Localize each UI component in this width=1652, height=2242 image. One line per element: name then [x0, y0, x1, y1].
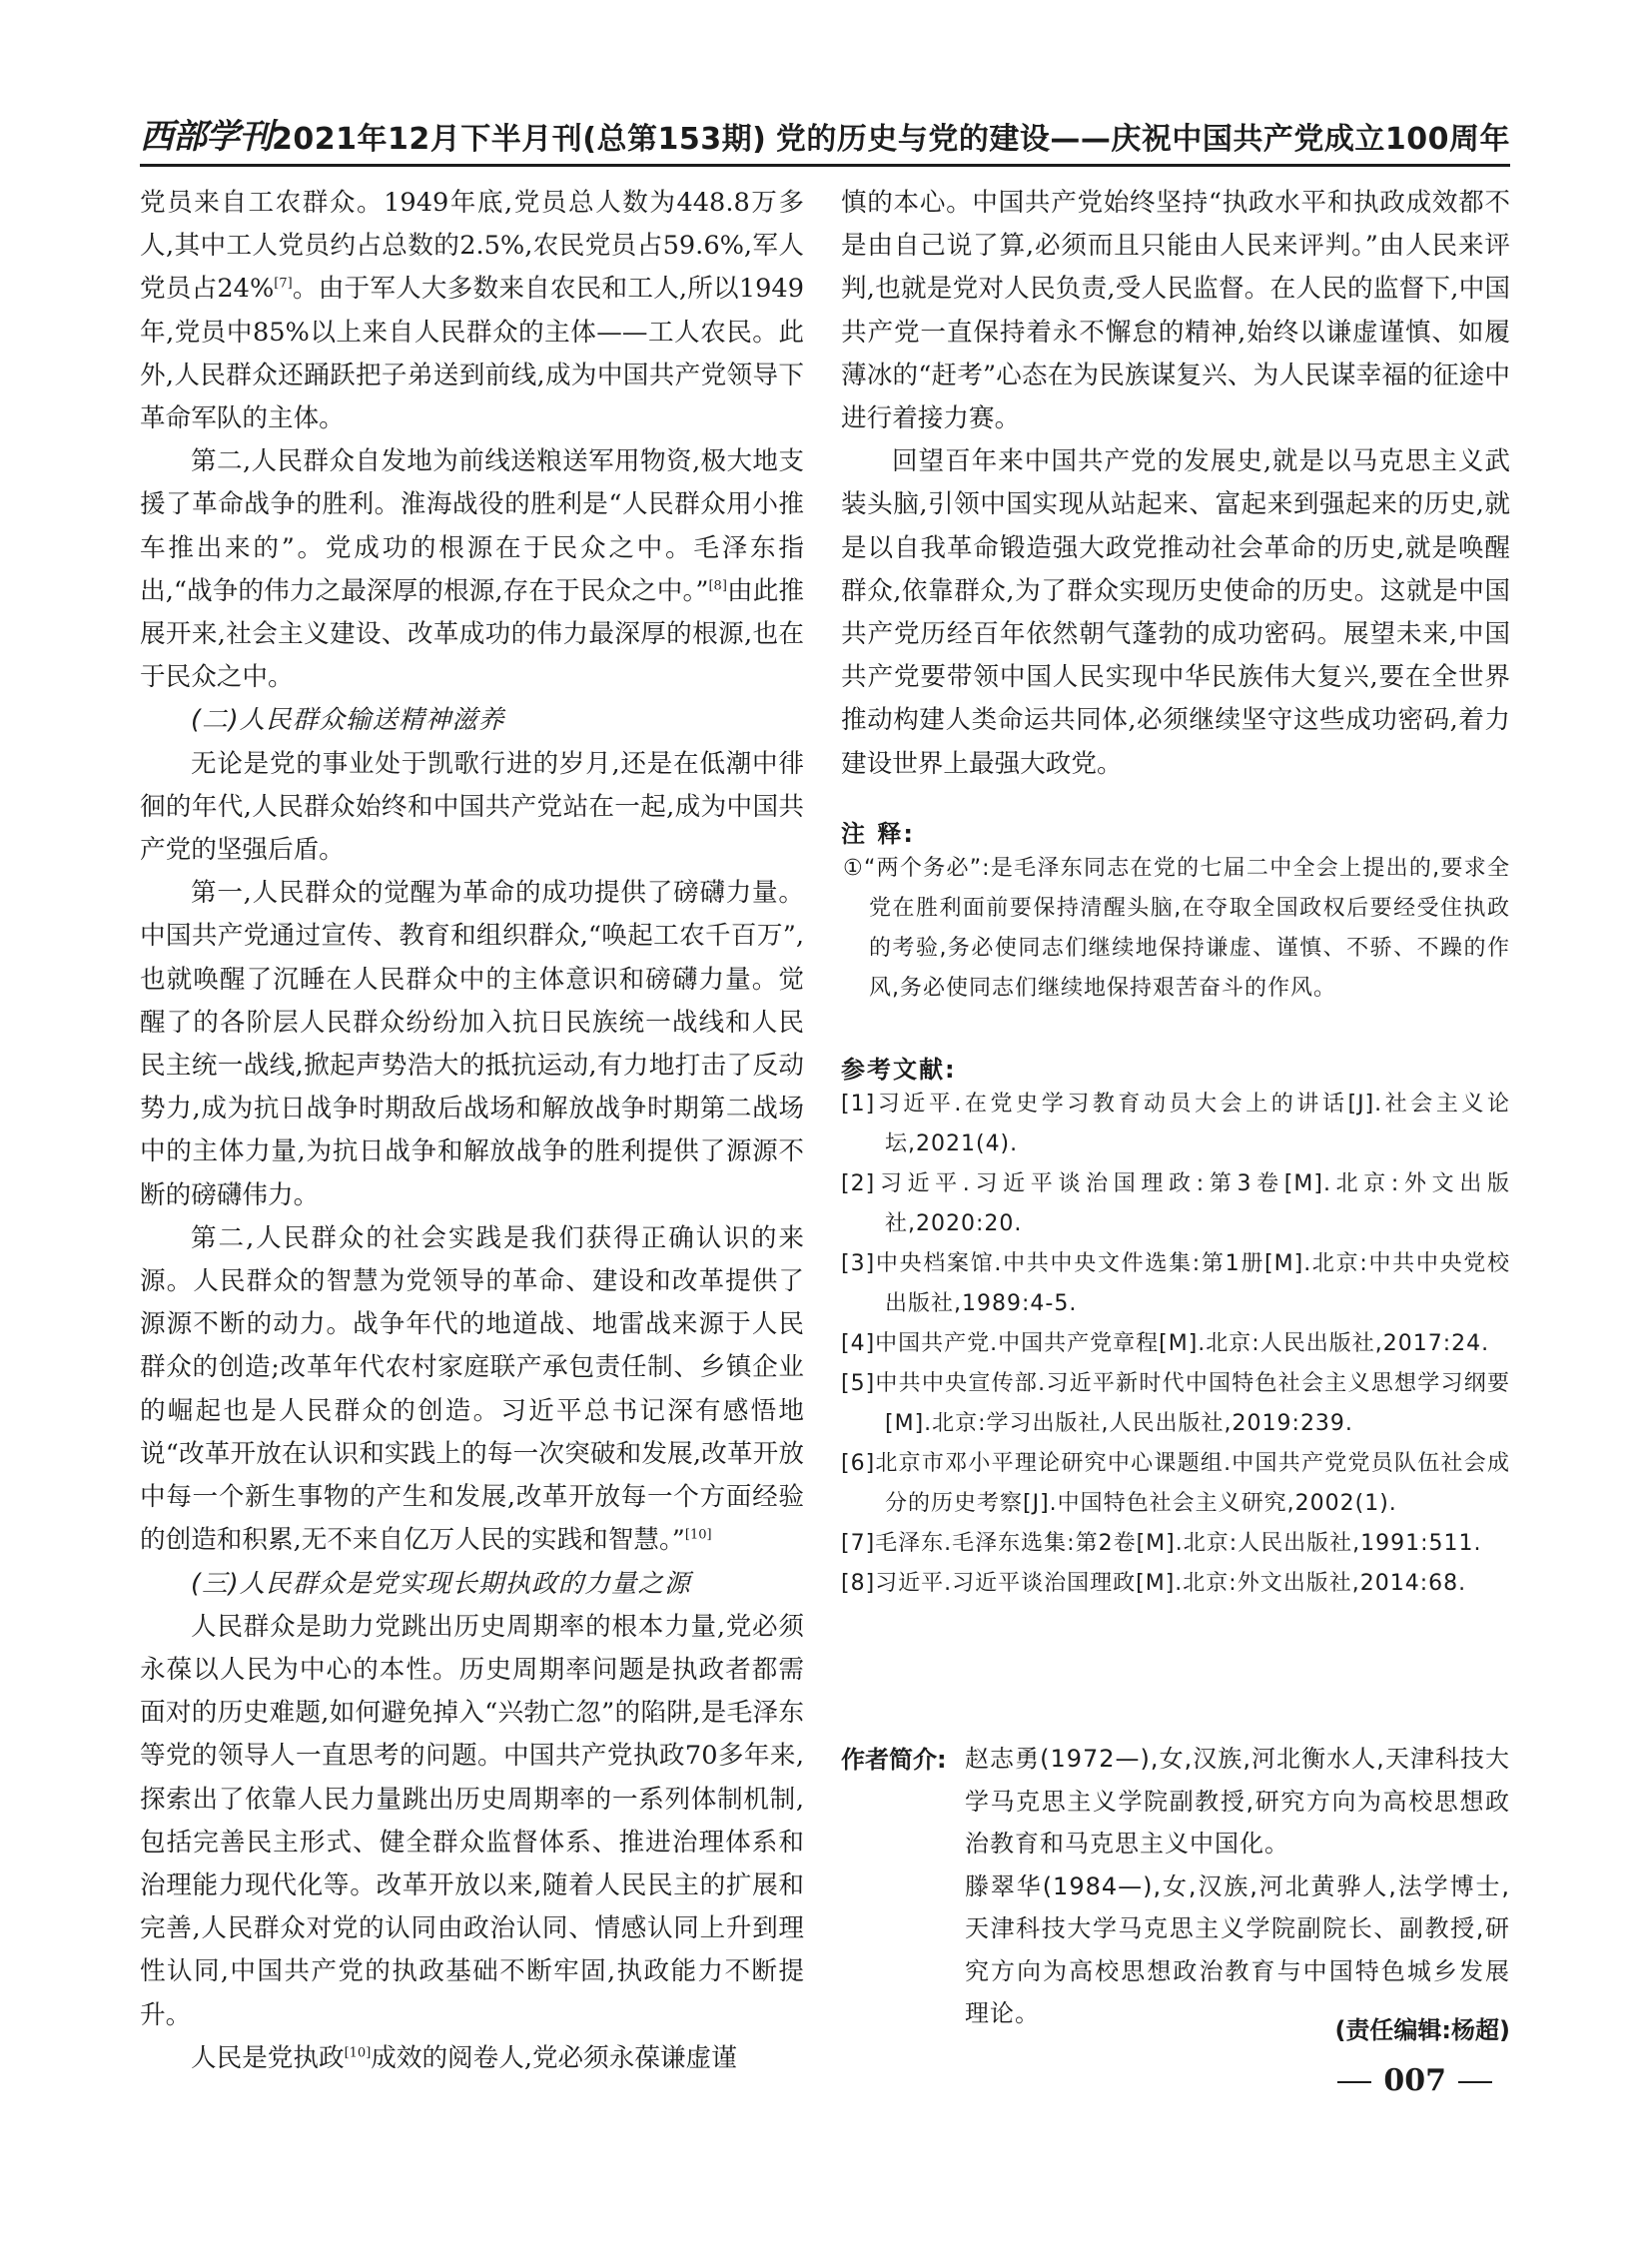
author-label: 作者简介: [841, 1746, 947, 1774]
paragraph: 党员来自工农群众。1949年底,党员总人数为448.8万多人,其中工人党员约占总数的2.5%,农民党员占59.6%,军人党员占24%[7]。由于军人大多数来自农民和工人,所以1949年,党员中85%以上来自人民群众的主体——工人农民。此外,人民群众还踊跃把子弟送到前线,成为中国共产党领导下革命军队的主体。 [140, 188, 804, 434]
paragraph: 慎的本心。中国共产党始终坚持“执政水平和执政成效都不是由自己说了算,必须而且只能由人民来评判。”由人民来评判,也就是党对人民负责,受人民监督。在人民的监督下,中国共产党一直保持着永不懈怠的精神,始终以谦虚谨慎、如履薄冰的“赶考”心态在为民族谋复兴、为人民谋幸福的征途中进行着接力赛。 [841, 188, 1510, 434]
author-info [841, 1738, 1510, 2035]
page-header [140, 112, 1510, 167]
left-column [140, 182, 804, 2080]
citation: [10] [684, 1527, 712, 1543]
page-number: 007 [1325, 2063, 1504, 2098]
citation: [10] [344, 2045, 372, 2061]
section-title: 党的历史与党的建设——庆祝中国共产党成立100周年 [775, 122, 1510, 157]
note-item: ①“两个务必”:是毛泽东同志在党的七届二中全会上提出的,要求全党在胜利面前要保持清醒头脑,在夺取全国政权后要经受住执政的考验,务必使同志们继续地保持谦虚、谨慎、不骄、不躁的作风,务必使同志们继续地保持艰苦奋斗的作风。 [843, 856, 1510, 1001]
paragraph: 第一,人民群众的觉醒为革命的成功提供了磅礴力量。中国共产党通过宣传、教育和组织群众,“唤起工农千百万”,也就唤醒了沉睡在人民群众中的主体意识和磅礴力量。觉醒了的各阶层人民群众纷纷加入抗日民族统一战线和人民民主统一战线,掀起声势浩大的抵抗运动,有力地打击了反动势力,成为抗日战争时期敌后战场和解放战争时期第二战场中的主体力量,为抗日战争和解放战争的胜利提供了源源不断的磅礴伟力。 [140, 878, 804, 1210]
reference-item: [1]习近平.在党史学习教育动员大会上的讲话[J].社会主义论坛,2021(4). [841, 1092, 1510, 1156]
reference-item: [6]北京市邓小平理论研究中心课题组.中国共产党党员队伍社会成分的历史考察[J].中国特色社会主义研究,2002(1). [841, 1451, 1510, 1516]
author-bio: 滕翠华(1984—),女,汉族,河北黄骅人,法学博士,天津科技大学马克思主义学院副院长、副教授,研究方向为高校思想政治教育与中国特色城乡发展理论。 [965, 1871, 1510, 2027]
dash-left [1337, 2081, 1371, 2083]
subsection-heading: (二)人民群众输送精神滋养 [191, 705, 505, 736]
reference-item: [5]中共中央宣传部.习近平新时代中国特色社会主义思想学习纲要[M].北京:学习出版社,人民出版社,2019:239. [841, 1371, 1510, 1436]
paragraph: 回望百年来中国共产党的发展史,就是以马克思主义武装头脑,引领中国实现从站起来、富起来到强起来的历史,就是以自我革命锻造强大政党推动社会革命的历史,就是唤醒群众,依靠群众,为了群众实现历史使命的历史。这就是中国共产党历经百年依然朝气蓬勃的成功密码。展望未来,中国共产党要带领中国人民实现中华民族伟大复兴,要在全世界推动构建人类命运共同体,必须继续坚守这些成功密码,着力建设世界上最强大政党。 [841, 446, 1510, 779]
reference-item: [4]中国共产党.中国共产党章程[M].北京:人民出版社,2017:24. [841, 1331, 1490, 1356]
author-bio: 赵志勇(1972—),女,汉族,河北衡水人,天津科技大学马克思主义学院副教授,研究方向为高校思想政治教育和马克思主义中国化。 [965, 1745, 1510, 1858]
reference-item: [7]毛泽东.毛泽东选集:第2卷[M].北京:人民出版社,1991:511. [841, 1531, 1482, 1556]
paragraph: 第二,人民群众的社会实践是我们获得正确认识的来源。人民群众的智慧为党领导的革命、建设和改革提供了源源不断的动力。战争年代的地道战、地雷战来源于人民群众的创造;改革年代农村家庭联产承包责任制、乡镇企业的崛起也是人民群众的创造。习近平总书记深有感悟地说“改革开放在认识和实践上的每一次突破和发展,改革开放中每一个新生事物的产生和发展,改革开放每一个方面经验的创造和积累,无不来自亿万人民的实践和智慧。”[10] [140, 1222, 804, 1556]
issue-label: 2021年12月下半月刊(总第153期) [272, 122, 767, 157]
references-section [841, 1050, 1510, 1604]
citation: [7] [274, 276, 293, 292]
paragraph: 人民群众是助力党跳出历史周期率的根本力量,党必须永葆以人民为中心的本性。历史周期率问题是执政者都需面对的历史难题,如何避免掉入“兴勃亡忽”的陷阱,是毛泽东等党的领导人一直思考的问题。中国共产党执政70多年来,探索出了依靠人民力量跳出历史周期率的一系列体制机制,包括完善民主形式、健全群众监督体系、推进治理体系和治理能力现代化等。改革开放以来,随着人民民主的扩展和完善,人民群众对党的认同由政治认同、情感认同上升到理性认同,中国共产党的执政基础不断牢固,执政能力不断提升。 [140, 1611, 804, 2030]
reference-item: [2]习近平.习近平谈治国理政:第3卷[M].北京:外文出版社,2020:20. [841, 1171, 1510, 1236]
subsection-heading: (三)人民群众是党实现长期执政的力量之源 [191, 1568, 691, 1599]
right-column [841, 182, 1510, 786]
paragraph: 无论是党的事业处于凯歌行进的岁月,还是在低潮中徘徊的年代,人民群众始终和中国共产党站在一起,成为中国共产党的坚强后盾。 [140, 748, 804, 866]
references-title: 参考文献: [841, 1056, 957, 1084]
header-left [140, 109, 766, 158]
journal-logo: 西部学刊 [140, 117, 272, 157]
reference-item: [8]习近平.习近平谈治国理政[M].北京:外文出版社,2014:68. [841, 1571, 1467, 1596]
reference-item: [3]中央档案馆.中共中央文件选集:第1册[M].北京:中共中央党校出版社,1989:4-5. [841, 1251, 1510, 1316]
paragraph: 人民是党执政[10]成效的阅卷人,党必须永葆谦虚谨 [191, 2042, 737, 2073]
citation: [8] [708, 578, 727, 594]
notes-section [841, 814, 1510, 1009]
notes-title: 注 释: [841, 820, 915, 848]
dash-right [1458, 2081, 1492, 2083]
responsible-editor: (责任编辑:杨超) [1334, 2016, 1510, 2044]
paragraph: 第二,人民群众自发地为前线送粮送军用物资,极大地支援了革命战争的胜利。淮海战役的胜利是“人民群众用小推车推出来的”。党成功的根源在于民众之中。毛泽东指出,“战争的伟力之最深厚的根源,存在于民众之中。”[8]由此推展开来,社会主义建设、改革成功的伟力最深厚的根源,也在于民众之中。 [140, 446, 804, 693]
